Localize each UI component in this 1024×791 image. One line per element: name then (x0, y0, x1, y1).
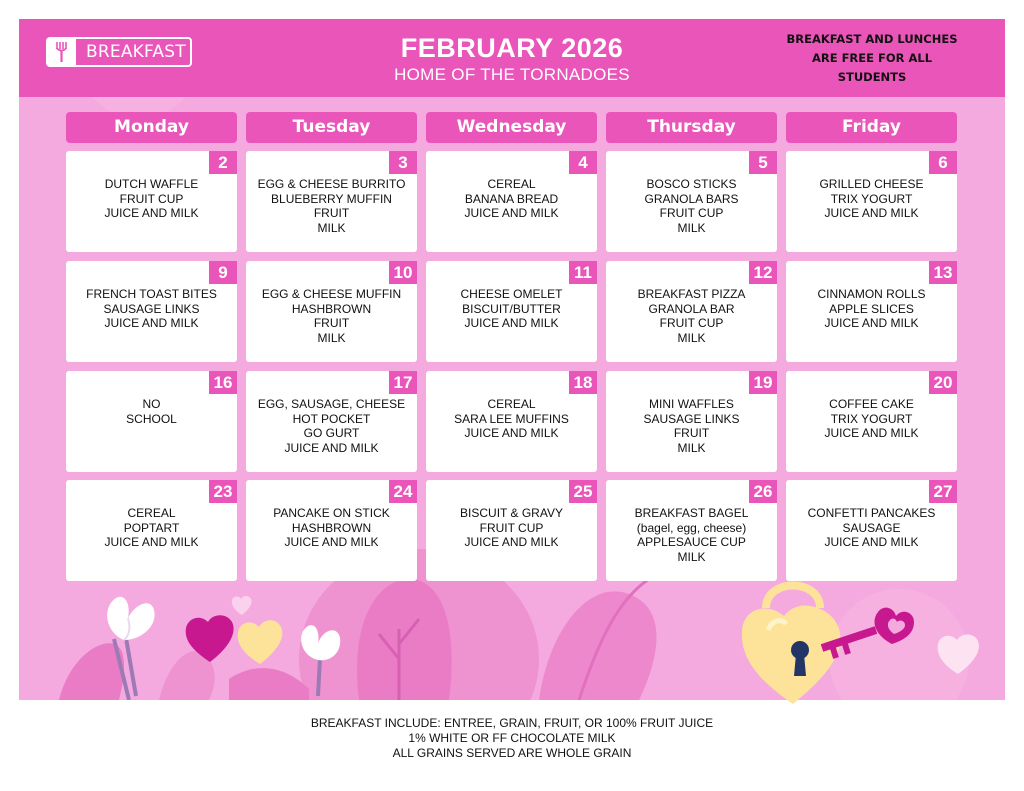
menu-item: DUTCH WAFFLE (104, 177, 199, 191)
day-cell (66, 371, 237, 472)
menu-item: SAUSAGE LINKS (643, 411, 740, 426)
menu-item: JUICE AND MILK (464, 426, 559, 441)
menu-item: FRUIT CUP (659, 206, 724, 221)
menu-items (66, 287, 237, 331)
page-title: FEBRUARY 2026 (400, 33, 624, 63)
menu-items (606, 177, 777, 235)
menu-item: JUICE AND MILK (284, 440, 379, 455)
menu-item: HASHBROWN (291, 301, 372, 316)
menu-item: HOT POCKET (292, 411, 371, 426)
menu-items (66, 177, 237, 221)
menu-item: NO (142, 397, 161, 411)
date-badge: 18 (569, 371, 597, 394)
menu-item: CONFETTI PANCAKES (807, 506, 936, 520)
menu-item: JUICE AND MILK (284, 535, 379, 550)
menu-item: BLUEBERRY MUFFIN (271, 191, 392, 206)
menu-item: JUICE AND MILK (824, 206, 919, 221)
flower-illustration (96, 588, 176, 698)
menu-item: EGG & CHEESE BURRITO (257, 177, 406, 191)
menu-items (246, 506, 417, 550)
date-badge: 19 (749, 371, 777, 394)
day-cell (786, 151, 957, 252)
menu-item: JUICE AND MILK (824, 426, 919, 441)
footer-line: ALL GRAINS SERVED ARE WHOLE GRAIN (392, 746, 632, 760)
menu-item: FRUIT CUP (119, 191, 184, 206)
menu-item: HASHBROWN (291, 520, 372, 535)
heart-icon (934, 630, 982, 676)
menu-item: FRUIT (673, 426, 710, 441)
menu-item: JUICE AND MILK (464, 316, 559, 331)
menu-items (606, 506, 777, 564)
key-icon (818, 598, 918, 668)
day-cell (786, 371, 957, 472)
menu-items (66, 397, 237, 426)
day-header-wednesday: Wednesday (426, 112, 597, 143)
date-badge: 20 (929, 371, 957, 394)
menu-item: (bagel, egg, cheese) (636, 520, 747, 535)
date-badge: 6 (929, 151, 957, 174)
menu-item: APPLESAUCE CUP (637, 535, 746, 550)
fork-icon (48, 39, 76, 65)
day-cell (246, 151, 417, 252)
day-cell (606, 261, 777, 362)
date-badge: 23 (209, 480, 237, 503)
heart-icon (230, 594, 254, 616)
menu-item: BREAKFAST BAGEL (634, 506, 749, 520)
menu-item: JUICE AND MILK (824, 535, 919, 550)
day-cell (426, 371, 597, 472)
menu-items (426, 506, 597, 550)
menu-item: JUICE AND MILK (104, 316, 199, 331)
menu-item: FRUIT (313, 206, 350, 221)
footer-line: 1% WHITE OR FF CHOCOLATE MILK (408, 731, 616, 745)
footer-line: BREAKFAST INCLUDE: ENTREE, GRAIN, FRUIT, OR 100% FRUIT JUICE (310, 716, 714, 730)
menu-item: MILK (677, 220, 706, 235)
date-badge: 3 (389, 151, 417, 174)
menu-items (246, 397, 417, 455)
day-cell (426, 151, 597, 252)
menu-item: JUICE AND MILK (104, 206, 199, 221)
day-header-friday: Friday (786, 112, 957, 143)
menu-item: SCHOOL (126, 411, 177, 426)
footer-notes (212, 716, 812, 761)
day-cell (246, 371, 417, 472)
day-cell (426, 480, 597, 581)
menu-item: COFFEE CAKE (829, 397, 914, 411)
day-cell (66, 480, 237, 581)
menu-item: MILK (677, 330, 706, 345)
date-badge: 16 (209, 371, 237, 394)
menu-item: TRIX YOGURT (830, 411, 913, 426)
badge-label: BREAKFAST (86, 42, 186, 62)
menu-item: FRUIT CUP (479, 520, 544, 535)
date-badge: 25 (569, 480, 597, 503)
flower-illustration (288, 598, 348, 698)
date-badge: 2 (209, 151, 237, 174)
menu-item: BISCUIT/BUTTER (462, 301, 561, 316)
day-cell (606, 151, 777, 252)
day-cell (786, 261, 957, 362)
page-subtitle: HOME OF THE TORNADOES (394, 65, 630, 84)
menu-item: JUICE AND MILK (104, 535, 199, 550)
date-badge: 10 (389, 261, 417, 284)
date-badge: 27 (929, 480, 957, 503)
menu-items (246, 287, 417, 345)
free-note-line: ARE FREE FOR ALL (811, 51, 933, 65)
menu-items (786, 397, 957, 441)
menu-item: POPTART (123, 520, 180, 535)
menu-item: MINI WAFFLES (649, 397, 734, 411)
menu-item: JUICE AND MILK (824, 316, 919, 331)
menu-item: EGG & CHEESE MUFFIN (261, 287, 402, 301)
menu-item: TRIX YOGURT (830, 191, 913, 206)
day-cell (66, 261, 237, 362)
date-badge: 12 (749, 261, 777, 284)
menu-items (246, 177, 417, 235)
heart-icon (234, 616, 286, 666)
date-badge: 11 (569, 261, 597, 284)
breakfast-badge (46, 37, 192, 67)
menu-item: CEREAL (127, 506, 176, 520)
menu-item: CINNAMON ROLLS (817, 287, 926, 301)
day-cell (786, 480, 957, 581)
menu-item: MILK (317, 330, 346, 345)
menu-item: MILK (677, 440, 706, 455)
menu-item: FRUIT (313, 316, 350, 331)
menu-items (606, 287, 777, 345)
menu-item: JUICE AND MILK (464, 206, 559, 221)
date-badge: 26 (749, 480, 777, 503)
day-cell (426, 261, 597, 362)
menu-item: GRANOLA BAR (648, 301, 735, 316)
menu-items (426, 177, 597, 221)
menu-item: SARA LEE MUFFINS (454, 411, 569, 426)
date-badge: 13 (929, 261, 957, 284)
day-header-tuesday: Tuesday (246, 112, 417, 143)
day-cell (246, 261, 417, 362)
date-badge: 5 (749, 151, 777, 174)
day-cell (246, 480, 417, 581)
free-note-line: BREAKFAST AND LUNCHES (786, 32, 958, 46)
day-cell (606, 371, 777, 472)
menu-item: JUICE AND MILK (464, 535, 559, 550)
heart-icon (182, 612, 238, 664)
menu-item: CEREAL (487, 177, 536, 191)
free-note-line: STUDENTS (837, 70, 907, 84)
day-header-monday: Monday (66, 112, 237, 143)
menu-item: BOSCO STICKS (646, 177, 737, 191)
menu-item: SAUSAGE LINKS (103, 301, 200, 316)
menu-items (786, 506, 957, 550)
menu-item: BREAKFAST PIZZA (637, 287, 746, 301)
menu-items (66, 506, 237, 550)
menu-item: PANCAKE ON STICK (273, 506, 390, 520)
menu-item: BANANA BREAD (464, 191, 559, 206)
menu-item: FRENCH TOAST BITES (86, 287, 217, 301)
menu-item: GRANOLA BARS (644, 191, 739, 206)
menu-item: MILK (317, 220, 346, 235)
free-meals-note (784, 30, 960, 87)
day-header-thursday: Thursday (606, 112, 777, 143)
date-badge: 17 (389, 371, 417, 394)
date-badge: 24 (389, 480, 417, 503)
menu-items (786, 177, 957, 221)
menu-item: EGG, SAUSAGE, CHEESE (257, 397, 406, 411)
menu-item: GO GURT (303, 426, 360, 441)
menu-items (786, 287, 957, 331)
day-cell (606, 480, 777, 581)
menu-item: APPLE SLICES (829, 301, 914, 316)
menu-item: CEREAL (487, 397, 536, 411)
menu-items (426, 287, 597, 331)
menu-item: SAUSAGE (842, 520, 901, 535)
menu-item: MILK (677, 549, 706, 564)
menu-item: CHEESE OMELET (460, 287, 563, 301)
date-badge: 4 (569, 151, 597, 174)
menu-item: BISCUIT & GRAVY (460, 506, 563, 520)
menu-items (606, 397, 777, 455)
menu-item: FRUIT CUP (659, 316, 724, 331)
date-badge: 9 (209, 261, 237, 284)
menu-item: GRILLED CHEESE (819, 177, 924, 191)
day-cell (66, 151, 237, 252)
menu-items (426, 397, 597, 441)
